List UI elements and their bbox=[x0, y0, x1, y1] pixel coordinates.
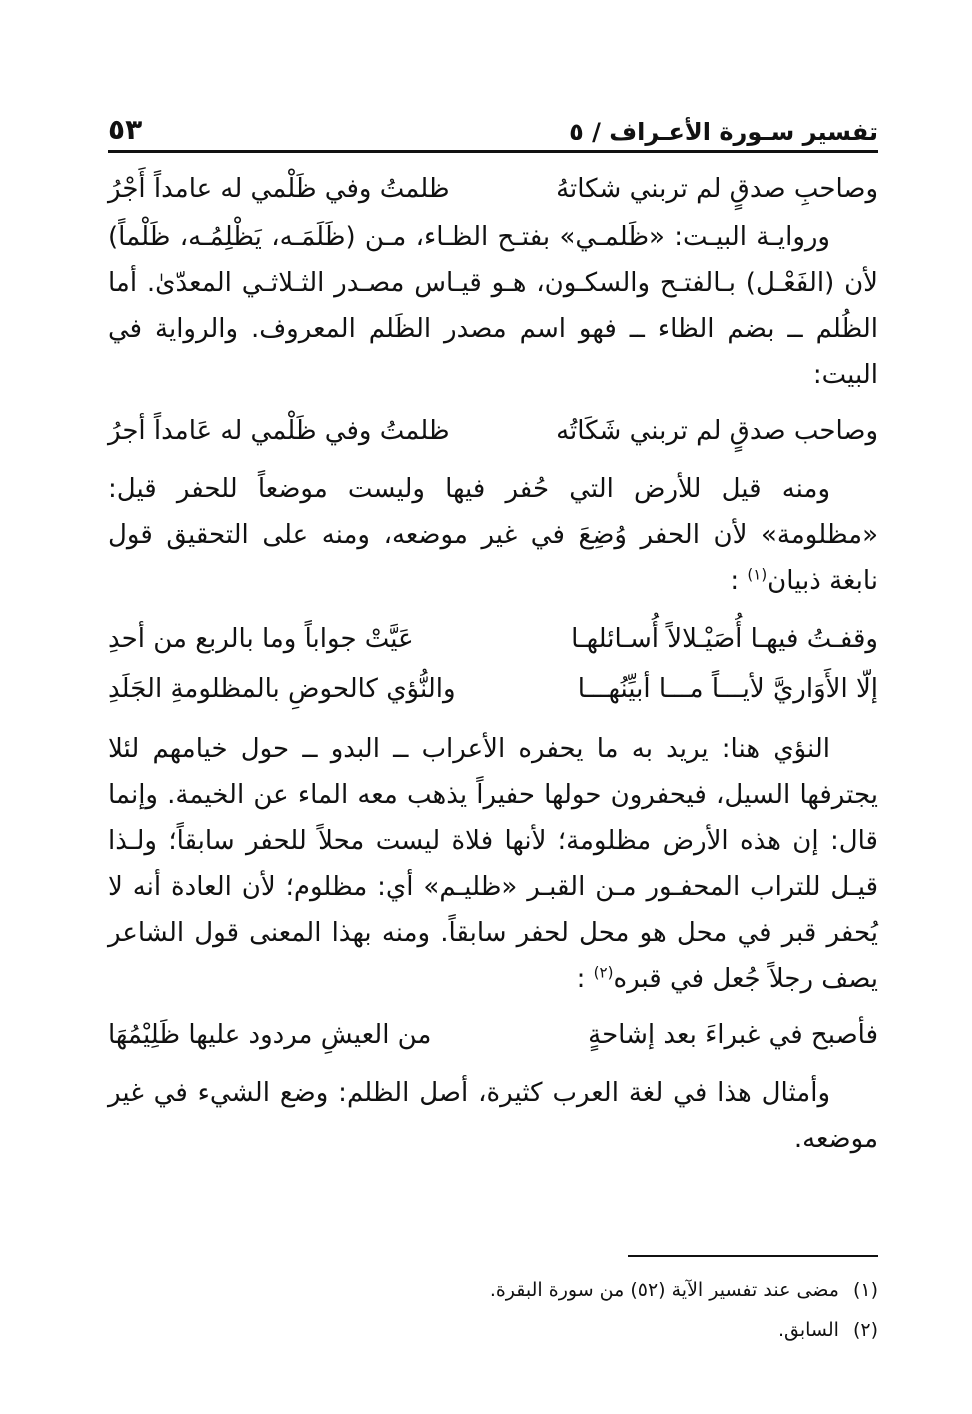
verse-line bbox=[108, 1010, 878, 1060]
verse-second-hemistich: من العيشِ مردود عليها ظَلِيْمُهَا bbox=[108, 1020, 432, 1050]
verse-first-hemistich: وقفـتُ فيهـا أُصَيْـلالاً أُسـائلهـا bbox=[571, 624, 878, 654]
footnote-number: (٢) bbox=[852, 1319, 878, 1341]
footnote-text: السابق. bbox=[777, 1319, 839, 1341]
paragraph: وأمثال هذا في لغة العرب كثيرة، أصل الظلم: وضع الشيء في غير موضعه. bbox=[108, 1078, 878, 1154]
paragraph bbox=[108, 466, 878, 604]
verse-second-hemistich: ظلمتُ وفي ظَلْمي له عامداً أَجْرُ bbox=[108, 174, 450, 204]
header-divider bbox=[108, 150, 878, 153]
page-number: ٥٣ bbox=[108, 113, 143, 146]
paragraph: وروايـة البيـت: «ظَلمـي» بفتـح الظـاء، مـن (ظَلَمَـه، يَظْلِمُـه، ظَلْماً) لأن (الفَعْـل) بـالفتـح والسكـون، هـو قيـاس مصـدر الثـلاثـي المعدّىٰ. أما الظُلم ــ بضم الظاء ــ فهو اسم مصدر الظَلم المعروف. والرواية في البيت: bbox=[108, 222, 878, 390]
verse-line bbox=[108, 164, 878, 214]
verse-second-hemistich: والنُّؤي كالحوضِ بالمظلومةِ الجَلَدِ bbox=[108, 674, 456, 704]
footnote-text: مضى عند تفسير الآية (٥٢) من سورة البقرة. bbox=[489, 1279, 839, 1301]
footnotes bbox=[108, 1270, 878, 1350]
main-text bbox=[108, 164, 878, 1162]
footnote bbox=[108, 1270, 878, 1310]
footnote-reference[interactable]: (٢) bbox=[593, 963, 614, 982]
verse-second-hemistich: عَيَّتْ جواباً وما بالربع من أحدِ bbox=[108, 624, 414, 654]
verse-line bbox=[108, 406, 878, 456]
paragraph bbox=[108, 726, 878, 1002]
paragraph-punctuation: : bbox=[576, 964, 586, 994]
footnote-reference[interactable]: (١) bbox=[747, 565, 768, 584]
verse-first-hemistich: إلّا الأَوَاريَّ لأيـــاً مـــا أبيِّنُهـــا bbox=[577, 674, 878, 704]
verse-line bbox=[108, 614, 878, 664]
verse-first-hemistich: فأصبح في غبراءَ بعد إشاحةٍ bbox=[588, 1020, 878, 1050]
running-header bbox=[108, 102, 878, 146]
verse-first-hemistich: وصاحبِ صدقٍ لم تربني شكاتهُ bbox=[556, 174, 878, 204]
paragraph-punctuation: : bbox=[730, 566, 740, 596]
verse-first-hemistich: وصاحب صدقٍ لم تربني شَكَاتُه bbox=[556, 416, 878, 446]
running-title: تفسير سـورة الأعـراف / ٥ bbox=[569, 118, 878, 146]
verse-second-hemistich: ظلمتُ وفي ظَلْمي له عَامداً أجرُ bbox=[108, 416, 450, 446]
footnote-number: (١) bbox=[852, 1279, 878, 1301]
paragraph-text: النؤي هنا: يريد به ما يحفره الأعراب ــ البدو ــ حول خيامهم لئلا يجترفها السيل، فيحفرون حولها حفيراً يذهب معه الماء عن الخيمة. وإنما قال: إن هذه الأرض مظلومة؛ لأنها فلاة ليست محلاً للحفر سابقاً؛ ولـذا قيـل للتراب المحفـور مـن القبـر «ظليـم» أي: مظلوم؛ لأن العادة أنه لا يُحفر قبر في محل هو محل لحفر سابقاً. ومنه بهذا المعنى قول الشاعر يصف رجلاً جُعل في قبره bbox=[108, 734, 878, 994]
footnote bbox=[108, 1310, 878, 1350]
paragraph-text: ومنه قيل للأرض التي حُفر فيها وليست موضعاً للحفر قيل: «مظلومة» لأن الحفر وُضِعَ في غير موضعه، ومنه على التحقيق قول نابغة ذبيان bbox=[108, 474, 878, 596]
footnote-divider bbox=[628, 1255, 878, 1257]
book-page bbox=[108, 92, 878, 1382]
verse-line bbox=[108, 664, 878, 714]
